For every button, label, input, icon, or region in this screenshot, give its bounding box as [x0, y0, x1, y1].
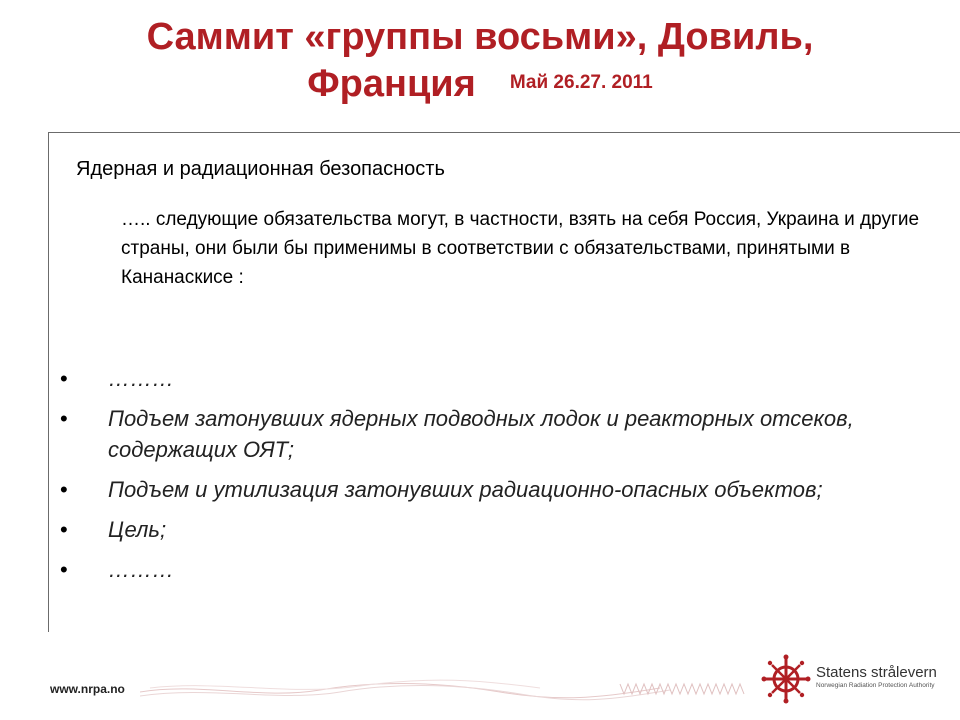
section-heading: Ядерная и радиационная безопасность	[76, 158, 445, 180]
logo-name: Statens strålevern	[816, 664, 937, 681]
slide-title	[0, 14, 960, 107]
slide-date: Май 26.27. 2011	[509, 72, 653, 93]
slide-title-line2	[0, 60, 960, 107]
bullet-text: ………	[108, 557, 174, 582]
bullet-item	[60, 403, 930, 465]
content-frame-left-divider	[48, 132, 49, 632]
logo-subtitle: Norwegian Radiation Protection Authority	[816, 682, 935, 689]
bullet-icon: •	[60, 477, 68, 502]
bullet-item	[60, 474, 930, 505]
bullet-text: Подъем затонувших ядерных подводных лодок и реакторных отсеков, содержащих ОЯТ;	[108, 406, 854, 462]
bullet-text: Цель;	[108, 517, 167, 542]
slide-title-line1: Саммит «группы восьми», Довиль,	[146, 16, 814, 58]
radiation-sun-icon	[760, 653, 812, 705]
content-frame-top-divider	[48, 132, 960, 133]
footer-wave-decoration	[140, 670, 750, 706]
bullet-item	[60, 363, 930, 394]
bullet-item	[60, 554, 930, 585]
slide-title-line2-text: Франция	[307, 63, 476, 105]
bullet-text: Подъем и утилизация затонувших радиационно-опасных объектов;	[108, 477, 823, 502]
bullet-icon: •	[60, 406, 68, 431]
bullet-list	[60, 363, 930, 594]
footer-url-link[interactable]: www.nrpa.no	[50, 682, 125, 696]
bullet-text: ………	[108, 366, 174, 391]
logo-wordmark	[816, 664, 937, 689]
bullet-item	[60, 514, 930, 545]
bullet-icon: •	[60, 366, 68, 391]
intro-paragraph: ….. следующие обязательства могут, в частности, взять на себя Россия, Украина и другие страны, они были бы применимы в соответствии с обязательствами, принятыми в Кананаскисе :	[121, 209, 920, 288]
bullet-icon: •	[60, 557, 68, 582]
bullet-icon: •	[60, 517, 68, 542]
